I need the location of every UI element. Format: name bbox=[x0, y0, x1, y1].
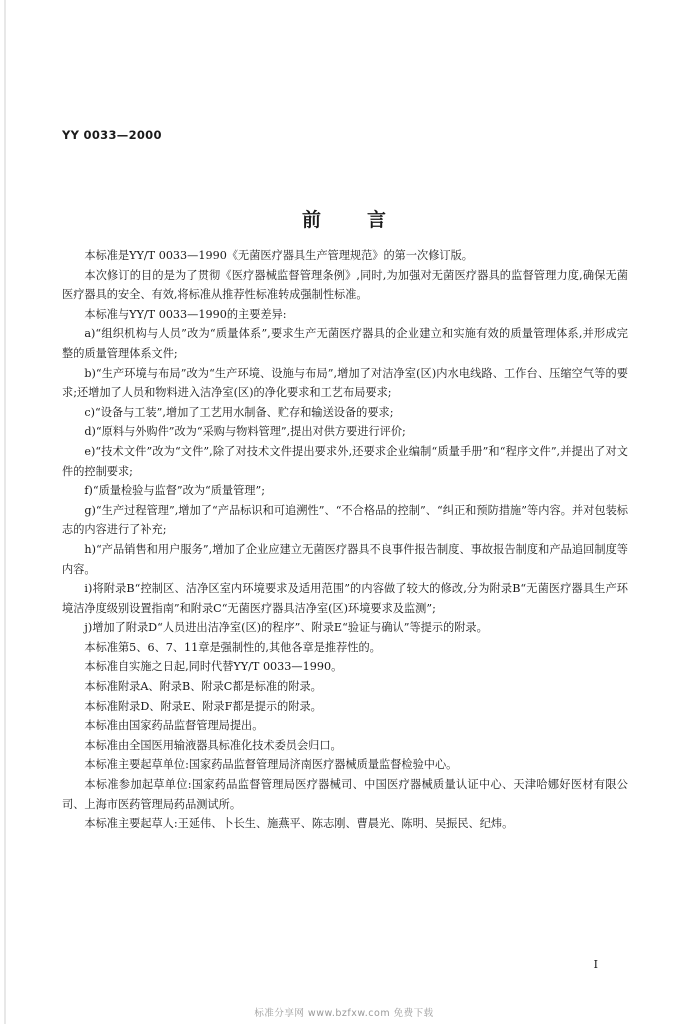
paragraph-main-drafter: 本标准主要起草单位:国家药品监督管理局济南医疗器械质量监督检验中心。 bbox=[84, 758, 458, 772]
paragraph-replacement: 本标准自实施之日起,同时代替YY/T 0033—1990。 bbox=[84, 660, 343, 674]
clause-g: g)“生产过程管理”,增加了“产品标识和可追溯性”、“不合格品的控制”、“纠正和预防措施”等内容。并对包装标志的内容进行了补充; bbox=[62, 503, 628, 537]
paragraph-mandatory-chapters: 本标准第5、6、7、11章是强制性的,其他各章是推荐性的。 bbox=[84, 640, 381, 654]
paragraph-participating-drafters: 本标准参加起草单位:国家药品监督管理局医疗器械司、中国医疗器械质量认证中心、天津哈娜好医材有限公司、上海市医药管理局药品测试所。 bbox=[62, 778, 628, 811]
section-title bbox=[0, 205, 688, 232]
site-watermark: 标准分享网 www.bzfxw.com 免费下载 bbox=[254, 1008, 434, 1019]
clause-i: i)将附录B“控制区、洁净区室内环境要求及适用范围”的内容做了较大的修改,分为附录B“无菌医疗器具生产环境洁净度级别设置指南”和附录C“无菌医疗器具洁净室(区)环境要求及监测”; bbox=[62, 582, 628, 615]
title-char-2: 言 bbox=[367, 209, 387, 231]
page-number: I bbox=[593, 958, 598, 971]
scan-edge-shadow bbox=[4, 0, 6, 1024]
paragraph-proposed-by: 本标准由国家药品监督管理局提出。 bbox=[84, 719, 264, 733]
clause-a: a)“组织机构与人员”改为“质量体系”,要求生产无菌医疗器具的企业建立和实施有效的质量管理体系,并形成完整的质量管理体系文件; bbox=[62, 327, 628, 360]
clause-b: b)“生产环境与布局”改为“生产环境、设施与布局”,增加了对洁净室(区)内水电线路、工作台、压缩空气等的要求;还增加了人员和物料进入洁净室(区)的净化要求和工艺布局要求; bbox=[62, 366, 628, 400]
clause-f: f)“质量检验与监督”改为“质量管理”; bbox=[84, 484, 265, 498]
paragraph-main-authors: 本标准主要起草人:王延伟、卜长生、施燕平、陈志刚、曹晨光、陈明、吴振民、纪炜。 bbox=[84, 817, 514, 831]
foreword-body bbox=[62, 246, 628, 834]
paragraph-normative-annexes: 本标准附录A、附录B、附录C都是标准的附录。 bbox=[84, 680, 322, 694]
title-char-1: 前 bbox=[301, 209, 321, 231]
clause-d: d)“原料与外购件”改为“采购与物料管理”,提出对供方要进行评价; bbox=[84, 425, 406, 439]
paragraph-intro: 本标准是YY/T 0033—1990《无菌医疗器具生产管理规范》的第一次修订版。 bbox=[84, 249, 473, 262]
standard-code: YY 0033—2000 bbox=[62, 128, 162, 142]
paragraph-differences-heading: 本标准与YY/T 0033—1990的主要差异: bbox=[84, 307, 287, 321]
paragraph-purpose: 本次修订的目的是为了贯彻《医疗器械监督管理条例》,同时,为加强对无菌医疗器具的监督管理力度,确保无菌医疗器具的安全、有效,将标准从推荐性标准转成强制性标准。 bbox=[62, 268, 628, 302]
clause-j: j)增加了附录D“人员进出洁净室(区)的程序”、附录E“验证与确认”等提示的附录。 bbox=[84, 621, 488, 635]
clause-c: c)“设备与工装”,增加了工艺用水制备、贮存和输送设备的要求; bbox=[84, 405, 394, 419]
paragraph-technical-committee: 本标准由全国医用输液器具标准化技术委员会归口。 bbox=[84, 738, 342, 752]
paragraph-informative-annexes: 本标准附录D、附录E、附录F都是提示的附录。 bbox=[84, 699, 322, 713]
clause-h: h)“产品销售和用户服务”,增加了企业应建立无菌医疗器具不良事件报告制度、事故报告制度和产品追回制度等内容。 bbox=[62, 542, 628, 576]
clause-e: e)“技术文件”改为“文件”,除了对技术文件提出要求外,还要求企业编制“质量手册”和“程序文件”,并提出了对文件的控制要求; bbox=[62, 444, 628, 478]
